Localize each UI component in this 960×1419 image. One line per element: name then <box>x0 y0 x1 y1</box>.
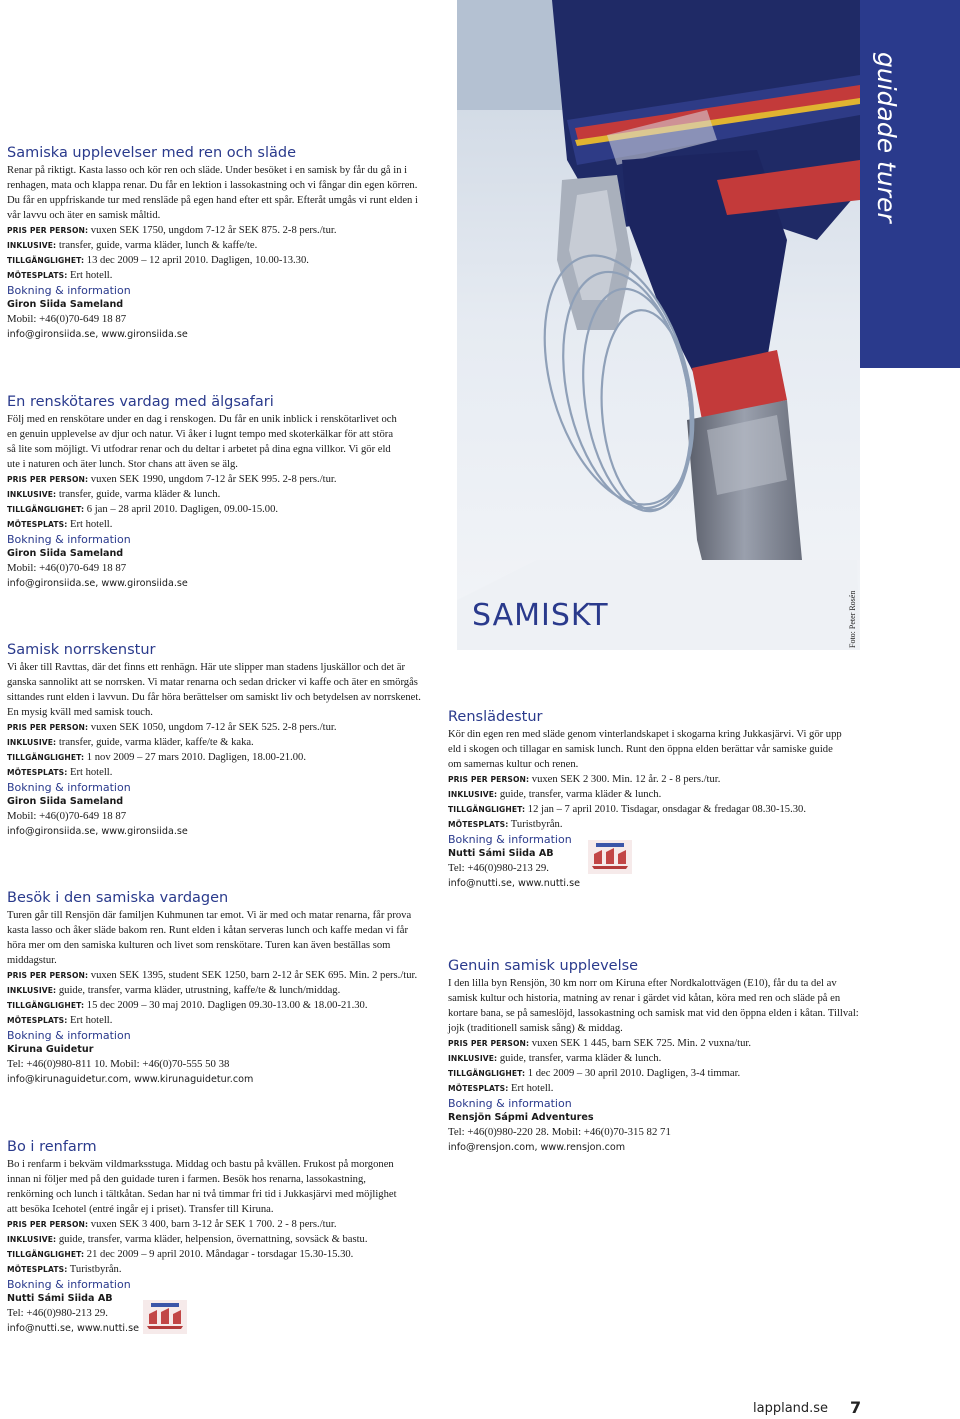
availability-label: TILLGÄNGLIGHET: <box>448 805 526 814</box>
nutti-logo <box>588 840 632 874</box>
company-phone: Mobil: +46(0)70-649 18 87 <box>7 562 127 574</box>
price-value: vuxen SEK 2 300. Min. 12 år. 2 - 8 pers./tur. <box>531 774 721 785</box>
meeting-line <box>7 268 425 283</box>
included-line <box>7 735 425 750</box>
reindeer-sled-logo-icon <box>588 840 632 874</box>
booking-heading: Bokning & information <box>7 1029 131 1042</box>
article-title: Besök i den samiska vardagen <box>7 890 229 906</box>
included-line <box>7 487 397 502</box>
availability-value: 6 jan – 28 april 2010. Dagligen, 09.00-15.00. <box>86 504 279 515</box>
article-body: Turen går till Rensjön där familjen Kuhmunen tar emot. Vi är med och matar renarna, får prova kasta lasso och åker släde bakom ren. Runt elden i kåtan serveras lunch och kaffe medan vi får höra mer om den samiska kulturen och livet som renskötare. Turen kan även beställas som middagstur. <box>7 910 412 966</box>
article <box>448 957 863 1155</box>
meeting-label: MÖTESPLATS: <box>7 520 68 529</box>
price-line <box>7 472 397 487</box>
availability-label: TILLGÄNGLIGHET: <box>7 1250 85 1259</box>
page-number: 7 <box>850 1398 862 1417</box>
availability-line <box>7 1247 399 1262</box>
company-email[interactable]: info@kirunaguidetur.com, www.kirunaguidetur.com <box>7 1074 254 1085</box>
price-value: vuxen SEK 1395, student SEK 1250, barn 2-12 år SEK 695. Min. 2 pers./tur. <box>90 970 418 981</box>
included-line <box>7 1232 399 1247</box>
article-body: Bo i renfarm i bekväm vildmarksstuga. Middag och bastu på kvällen. Frukost på morgonen innan ni följer med på den guidade turen i farmen. Besök hos renarna, lassokastning, renkörning och lunch i tältkåtan. Sedan har ni två timmar fri tid i Jukkasjärvi med möjlighet att besöka Icehotel (entré ingår ej i priset). Transfer till Kiruna. <box>7 1159 397 1215</box>
booking-heading: Bokning & information <box>7 533 131 546</box>
availability-value: 15 dec 2009 – 30 maj 2010. Dagligen 09.30-13.00 & 18.00-21.30. <box>86 1000 368 1011</box>
photo-credit-text: Foto: Peter Rosén <box>848 590 857 648</box>
company-name: Giron Siida Sameland <box>7 796 124 807</box>
price-line <box>7 720 425 735</box>
included-value: guide, transfer, varma kläder, helpension, övernattning, sovsäck & bastu. <box>58 1234 368 1245</box>
meeting-value: Turistbyrån. <box>510 819 563 830</box>
price-label: PRIS PER PERSON: <box>7 971 89 980</box>
company-phone: Tel: +46(0)980-811 10. Mobil: +46(0)70-555 50 38 <box>7 1058 230 1070</box>
company-phone: Tel: +46(0)980-220 28. Mobil: +46(0)70-315 82 71 <box>448 1126 671 1138</box>
meeting-value: Ert hotell. <box>69 270 113 281</box>
included-label: INKLUSIVE: <box>7 1235 57 1244</box>
included-label: INKLUSIVE: <box>7 738 57 747</box>
company-name: Rensjön Sápmi Adventures <box>448 1112 594 1123</box>
availability-line <box>7 253 425 268</box>
meeting-value: Turistbyrån. <box>69 1264 122 1275</box>
meeting-label: MÖTESPLATS: <box>7 1016 68 1025</box>
price-label: PRIS PER PERSON: <box>7 475 89 484</box>
article <box>7 144 425 342</box>
reindeer-herder-photo <box>457 0 860 650</box>
article-title: Samisk norrskenstur <box>7 642 156 658</box>
meeting-line <box>7 1013 425 1028</box>
article <box>448 708 848 891</box>
availability-value: 21 dec 2009 – 9 april 2010. Måndagar - torsdagar 15.30-15.30. <box>86 1249 354 1260</box>
included-label: INKLUSIVE: <box>448 1054 498 1063</box>
availability-value: 12 jan – 7 april 2010. Tisdagar, onsdagar & fredagar 08.30-15.30. <box>527 804 806 815</box>
price-value: vuxen SEK 1050, ungdom 7-12 år SEK 525. 2-8 pers./tur. <box>90 722 337 733</box>
price-line <box>7 223 425 238</box>
included-value: transfer, guide, varma kläder, lunch & kaffe/te. <box>58 240 258 251</box>
availability-line <box>7 502 397 517</box>
company-name: Nutti Sámi Siida AB <box>7 1293 113 1304</box>
article-title: Genuin samisk upplevelse <box>448 958 639 974</box>
availability-label: TILLGÄNGLIGHET: <box>7 256 85 265</box>
meeting-line <box>7 765 425 780</box>
nutti-logo <box>143 1300 187 1334</box>
company-phone: Tel: +46(0)980-213 29. <box>448 862 549 874</box>
included-value: guide, transfer, varma kläder, utrustning, kaffe/te & lunch/middag. <box>58 985 341 996</box>
article-title: Renslädestur <box>448 709 543 725</box>
price-label: PRIS PER PERSON: <box>7 723 89 732</box>
company-name: Nutti Sámi Siida AB <box>448 848 554 859</box>
article-title: Samiska upplevelser med ren och släde <box>7 145 297 161</box>
meeting-value: Ert hotell. <box>69 767 113 778</box>
price-label: PRIS PER PERSON: <box>448 775 530 784</box>
price-value: vuxen SEK 1990, ungdom 7-12 år SEK 995. 2-8 pers./tur. <box>90 474 337 485</box>
availability-line <box>448 1066 863 1081</box>
included-value: transfer, guide, varma kläder, kaffe/te & kaka. <box>58 737 254 748</box>
article-body: Vi åker till Ravttas, där det finns ett renhägn. Här ute slipper man stadens ljuskällor och det är ganska sannolikt att se norrsken. Vi matar renarna och sedan dricker vi kaffe och äter en smörgås sittandes runt elden i lavvun. Du får höra berättelser om samiskt liv och betydelsen av norrskenet. En mysig kväll med samisk touch. <box>7 662 421 718</box>
article <box>7 641 425 839</box>
photo-credit <box>848 580 862 650</box>
included-label: INKLUSIVE: <box>7 986 57 995</box>
article <box>7 1138 399 1336</box>
availability-label: TILLGÄNGLIGHET: <box>7 505 85 514</box>
included-label: INKLUSIVE: <box>448 790 498 799</box>
price-line <box>448 1036 863 1051</box>
company-phone: Mobil: +46(0)70-649 18 87 <box>7 810 127 822</box>
company-email[interactable]: info@gironsiida.se, www.gironsiida.se <box>7 578 188 589</box>
included-label: INKLUSIVE: <box>7 490 57 499</box>
company-email[interactable]: info@rensjon.com, www.rensjon.com <box>448 1142 626 1153</box>
included-value: transfer, guide, varma kläder & lunch. <box>58 489 221 500</box>
company-name: Giron Siida Sameland <box>7 548 124 559</box>
booking-heading: Bokning & information <box>448 1097 572 1110</box>
availability-label: TILLGÄNGLIGHET: <box>7 753 85 762</box>
availability-value: 1 nov 2009 – 27 mars 2010. Dagligen, 18.00-21.00. <box>86 752 306 763</box>
sidebar-text: guidade turer <box>872 52 901 223</box>
booking-heading: Bokning & information <box>7 1278 131 1291</box>
meeting-label: MÖTESPLATS: <box>7 768 68 777</box>
availability-line <box>7 750 425 765</box>
company-email[interactable]: info@gironsiida.se, www.gironsiida.se <box>7 329 188 340</box>
meeting-line <box>7 517 397 532</box>
availability-value: 13 dec 2009 – 12 april 2010. Dagligen, 10.00-13.30. <box>86 255 309 266</box>
company-email[interactable]: info@gironsiida.se, www.gironsiida.se <box>7 826 188 837</box>
article-body: I den lilla byn Rensjön, 30 km norr om Kiruna efter Nordkalottvägen (E10), får du ta del av samisk kultur och historia, matning av renar i gärdet vid kåtan, köra med ren och släde på en kortare bana, se på sameslöjd, lassokastning och samisk mat vid den öppna elden i kåtan. Tillval: jojk (traditionell samisk sång) & middag. <box>448 978 859 1034</box>
price-label: PRIS PER PERSON: <box>7 1220 89 1229</box>
availability-line <box>7 998 425 1013</box>
section-title: SAMISKT <box>472 598 609 633</box>
included-value: guide, transfer, varma kläder & lunch. <box>499 789 662 800</box>
meeting-label: MÖTESPLATS: <box>7 1265 68 1274</box>
price-label: PRIS PER PERSON: <box>448 1039 530 1048</box>
company-email[interactable]: info@nutti.se, www.nutti.se <box>7 1323 139 1334</box>
sidebar-label <box>872 52 907 223</box>
included-line <box>448 787 848 802</box>
reindeer-sled-logo-icon <box>143 1300 187 1334</box>
hero-photo <box>457 0 860 650</box>
company-phone: Mobil: +46(0)70-649 18 87 <box>7 313 127 325</box>
availability-line <box>448 802 848 817</box>
meeting-value: Ert hotell. <box>510 1083 554 1094</box>
booking-heading: Bokning & information <box>7 284 131 297</box>
meeting-label: MÖTESPLATS: <box>7 271 68 280</box>
company-phone: Tel: +46(0)980-213 29. <box>7 1307 108 1319</box>
included-line <box>448 1051 863 1066</box>
article-title: Bo i renfarm <box>7 1139 97 1155</box>
article-body: Renar på riktigt. Kasta lasso och kör ren och släde. Under besöket i en samisk by får du gå in i renhagen, mata och klappa renar. Du får en lektion i lassokastning och vi fångar din egen körren. Du får en uppfriskande tur med rensläde på egen hand efter ett spår. Efteråt umgås vi runt elden i vår lavvu och äter en samisk måltid. <box>7 165 418 221</box>
price-value: vuxen SEK 1750, ungdom 7-12 år SEK 875. 2-8 pers./tur. <box>90 225 337 236</box>
meeting-value: Ert hotell. <box>69 519 113 530</box>
meeting-label: MÖTESPLATS: <box>448 820 509 829</box>
price-line <box>448 772 848 787</box>
article-body: Följ med en renskötare under en dag i renskogen. Du får en unik inblick i renskötarlivet och en genuin upplevelse av djur och natur. Vi åker i lugnt tempo med skoterkälkar för att störa så lite som möjligt. Vi utfodrar renar och du deltar i arbetet på dina egna villkor. Vi gör eld ute i naturen och äter lunch. Stor chans att även se älg. <box>7 414 397 470</box>
booking-heading: Bokning & information <box>7 781 131 794</box>
meeting-line <box>7 1262 399 1277</box>
article-body: Kör din egen ren med släde genom vinterlandskapet i skogarna kring Jukkasjärvi. Vi gör upp eld i skogen och tillagar en samisk lunch. Runt den öppna elden berättar vår samiske guide om samernas kultur och renen. <box>448 729 842 770</box>
price-value: vuxen SEK 1 445, barn SEK 725. Min. 2 vuxna/tur. <box>531 1038 752 1049</box>
article <box>7 889 425 1087</box>
article-title: En renskötares vardag med älgsafari <box>7 394 274 410</box>
article <box>7 393 397 591</box>
meeting-line <box>448 1081 863 1096</box>
meeting-label: MÖTESPLATS: <box>448 1084 509 1093</box>
availability-label: TILLGÄNGLIGHET: <box>448 1069 526 1078</box>
meeting-line <box>448 817 848 832</box>
included-line <box>7 983 425 998</box>
company-name: Giron Siida Sameland <box>7 299 124 310</box>
availability-value: 1 dec 2009 – 30 april 2010. Dagligen, 3-4 timmar. <box>527 1068 741 1079</box>
company-email[interactable]: info@nutti.se, www.nutti.se <box>448 878 580 889</box>
booking-heading: Bokning & information <box>448 833 572 846</box>
price-line <box>7 968 425 983</box>
company-name: Kiruna Guidetur <box>7 1044 94 1055</box>
included-line <box>7 238 425 253</box>
price-label: PRIS PER PERSON: <box>7 226 89 235</box>
footer-site: lappland.se <box>753 1401 829 1416</box>
meeting-value: Ert hotell. <box>69 1015 113 1026</box>
included-label: INKLUSIVE: <box>7 241 57 250</box>
price-value: vuxen SEK 3 400, barn 3-12 år SEK 1 700. 2 - 8 pers./tur. <box>90 1219 337 1230</box>
price-line <box>7 1217 399 1232</box>
included-value: guide, transfer, varma kläder & lunch. <box>499 1053 662 1064</box>
availability-label: TILLGÄNGLIGHET: <box>7 1001 85 1010</box>
